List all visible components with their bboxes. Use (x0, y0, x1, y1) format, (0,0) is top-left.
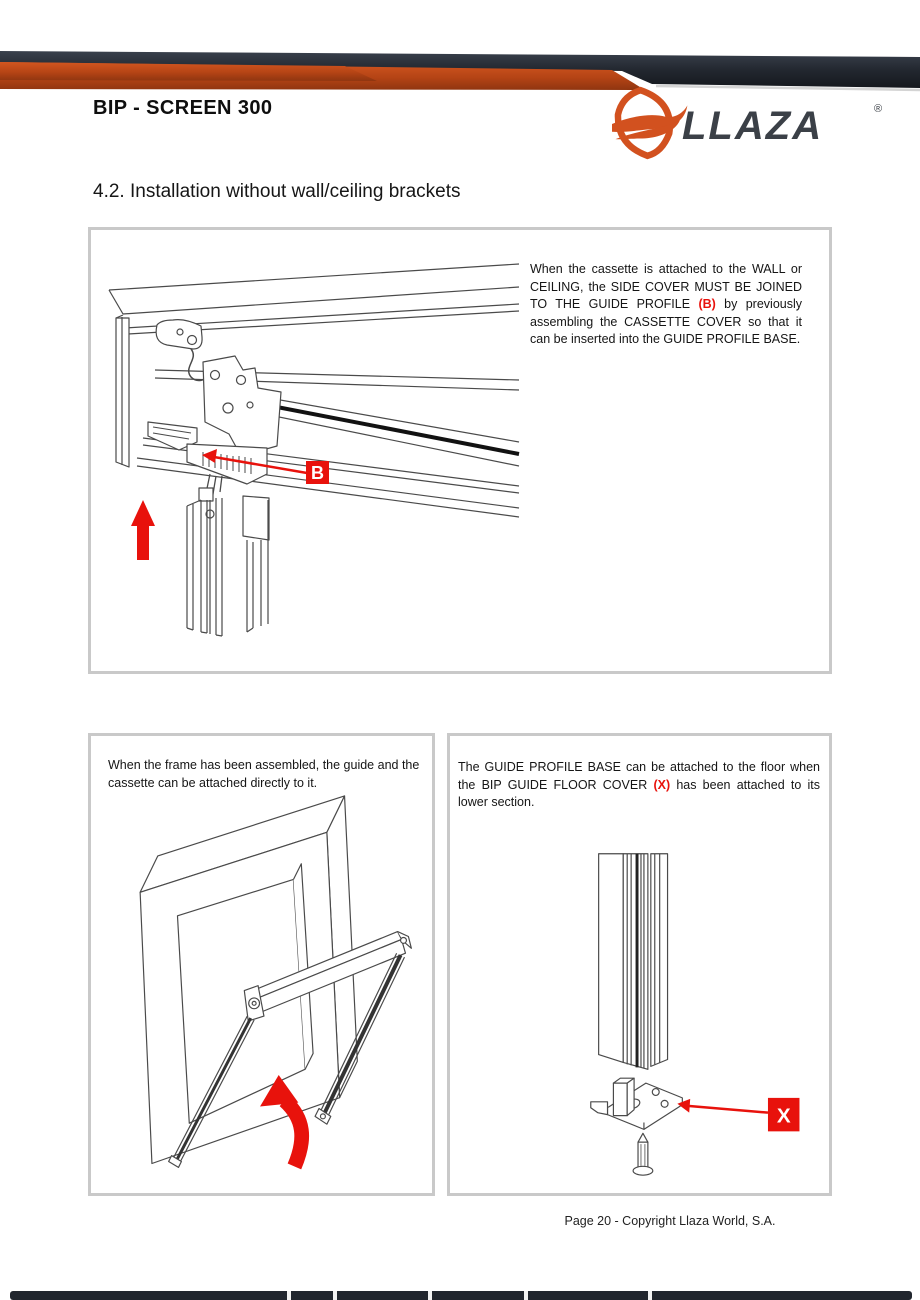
figure-panel-guide-base (447, 733, 832, 1196)
figure-panel-frame (88, 733, 435, 1196)
frame-caption: When the frame has been assembled, the guide and the cassette can be attached directly to it. (108, 758, 420, 790)
guide-profile-piece (187, 488, 269, 636)
callout-x-label: X (776, 1104, 791, 1128)
caption-text: by previously assembling the CASSETTE COVER so that it can be inserted into the GUIDE PROFILE BASE. (530, 297, 802, 347)
vertical-guide-profile (599, 854, 668, 1070)
llaza-emblem-icon (612, 86, 692, 160)
guide-base-diagram (450, 736, 829, 1193)
screw (633, 1133, 653, 1175)
caption-highlight-b: (B) (698, 297, 716, 312)
cassette-diagram (95, 230, 525, 670)
caption-text: has been attached to its lower section. (458, 777, 820, 810)
up-arrow-icon (131, 500, 155, 526)
cassette-end-bracket (148, 320, 281, 500)
annotation-x (677, 1098, 799, 1131)
caption-highlight-x: (X) (653, 777, 671, 792)
llaza-logo (612, 86, 907, 160)
header-banner (0, 0, 920, 100)
figure-panel-cassette (88, 227, 832, 674)
callout-b-label: B (311, 463, 324, 483)
floor-bracket (591, 1078, 683, 1129)
cassette-caption (530, 261, 802, 349)
section-heading: 4.2. Installation without wall/ceiling brackets (93, 181, 461, 202)
registered-mark: ® (874, 103, 883, 115)
logo-wordmark: LLAZA (682, 104, 824, 148)
caption-text: The GUIDE PROFILE BASE can be attached to the floor when the BIP GUIDE FLOOR COVER (458, 760, 820, 792)
page-footer: Page 20 - Copyright Llaza World, S.A. (564, 1214, 776, 1228)
caption-text: When the cassette is attached to the WALL or CEILING, the SIDE COVER MUST BE JOINED TO THE GUIDE PROFILE (530, 262, 802, 312)
frame-diagram (91, 736, 432, 1193)
footer-banner (10, 1291, 912, 1300)
page-title: BIP - SCREEN 300 (93, 97, 273, 119)
